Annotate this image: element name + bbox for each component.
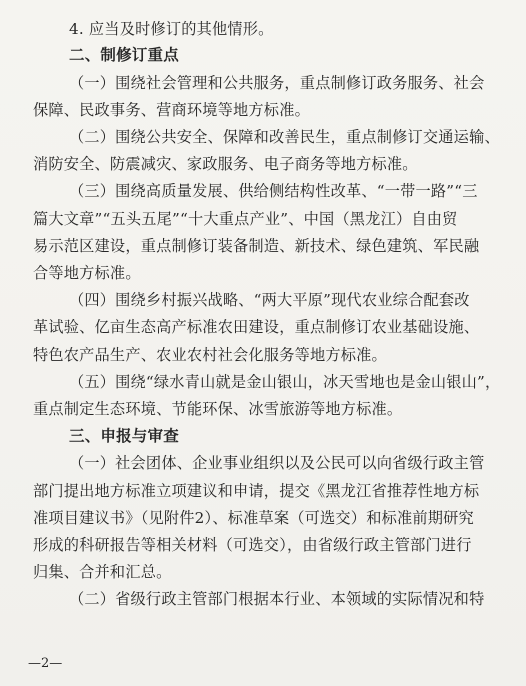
para-2-4-line-3: 特色农产品生产、农业农村社会化服务等地方标准。: [33, 346, 387, 364]
para-2-3-line-4: 合等地方标准。: [33, 264, 141, 282]
para-3-2-line-1: （二）省级行政主管部门根据本行业、本领域的实际情况和特: [69, 590, 485, 608]
para-2-2-line-1: （二）围绕公共安全、保障和改善民生，重点制修订交通运输、: [69, 128, 500, 146]
para-3-1-line-2: 部门提出地方标准立项建议和申请，提交《黑龙江省推荐性地方标: [33, 482, 480, 500]
page-number: —2—: [28, 656, 63, 671]
section-3-heading: 三、申报与审查: [69, 427, 179, 445]
para-2-3-line-1: （三）围绕高质量发展、供给侧结构性改革、“一带一路”“三: [69, 182, 478, 200]
para-3-1-line-1: （一）社会团体、企业事业组织以及公民可以向省级行政主管: [69, 454, 485, 472]
para-2-3-line-3: 易示范区建设，重点制修订装备制造、新技术、绿色建筑、军民融: [33, 237, 480, 255]
para-3-1-line-5: 归集、合并和汇总。: [33, 563, 172, 581]
section-2-heading: 二、制修订重点: [69, 46, 179, 64]
item-4-other-cases: 4. 应当及时修订的其他情形。: [69, 20, 274, 38]
para-2-1-line-2: 保障、民政事务、营商环境等地方标准。: [33, 101, 310, 119]
para-2-3-line-2: 篇大文章”“五头五尾”“十大重点产业”、中国（黑龙江）自由贸: [33, 210, 458, 228]
para-3-1-line-4: 形成的科研报告等相关材料（可选交），由省级行政主管部门进行: [33, 536, 472, 554]
para-2-4-line-2: 革试验、亿亩生态高产标准农田建设，重点制修订农业基础设施、: [33, 318, 480, 336]
para-2-5-line-2: 重点制定生态环境、节能环保、冰雪旅游等地方标准。: [33, 400, 403, 418]
para-3-1-line-3: 准项目建议书》（见附件2）、标准草案（可选交）和标准前期研究: [33, 509, 474, 527]
para-2-4-line-1: （四）围绕乡村振兴战略、“两大平原”现代农业综合配套改: [69, 291, 470, 309]
para-2-5-line-1: （五）围绕“绿水青山就是金山银山，冰天雪地也是金山银山”，: [69, 373, 501, 391]
para-2-2-line-2: 消防安全、防震减灾、家政服务、电子商务等地方标准。: [33, 155, 418, 173]
para-2-1-line-1: （一）围绕社会管理和公共服务，重点制修订政务服务、社会: [69, 74, 485, 92]
